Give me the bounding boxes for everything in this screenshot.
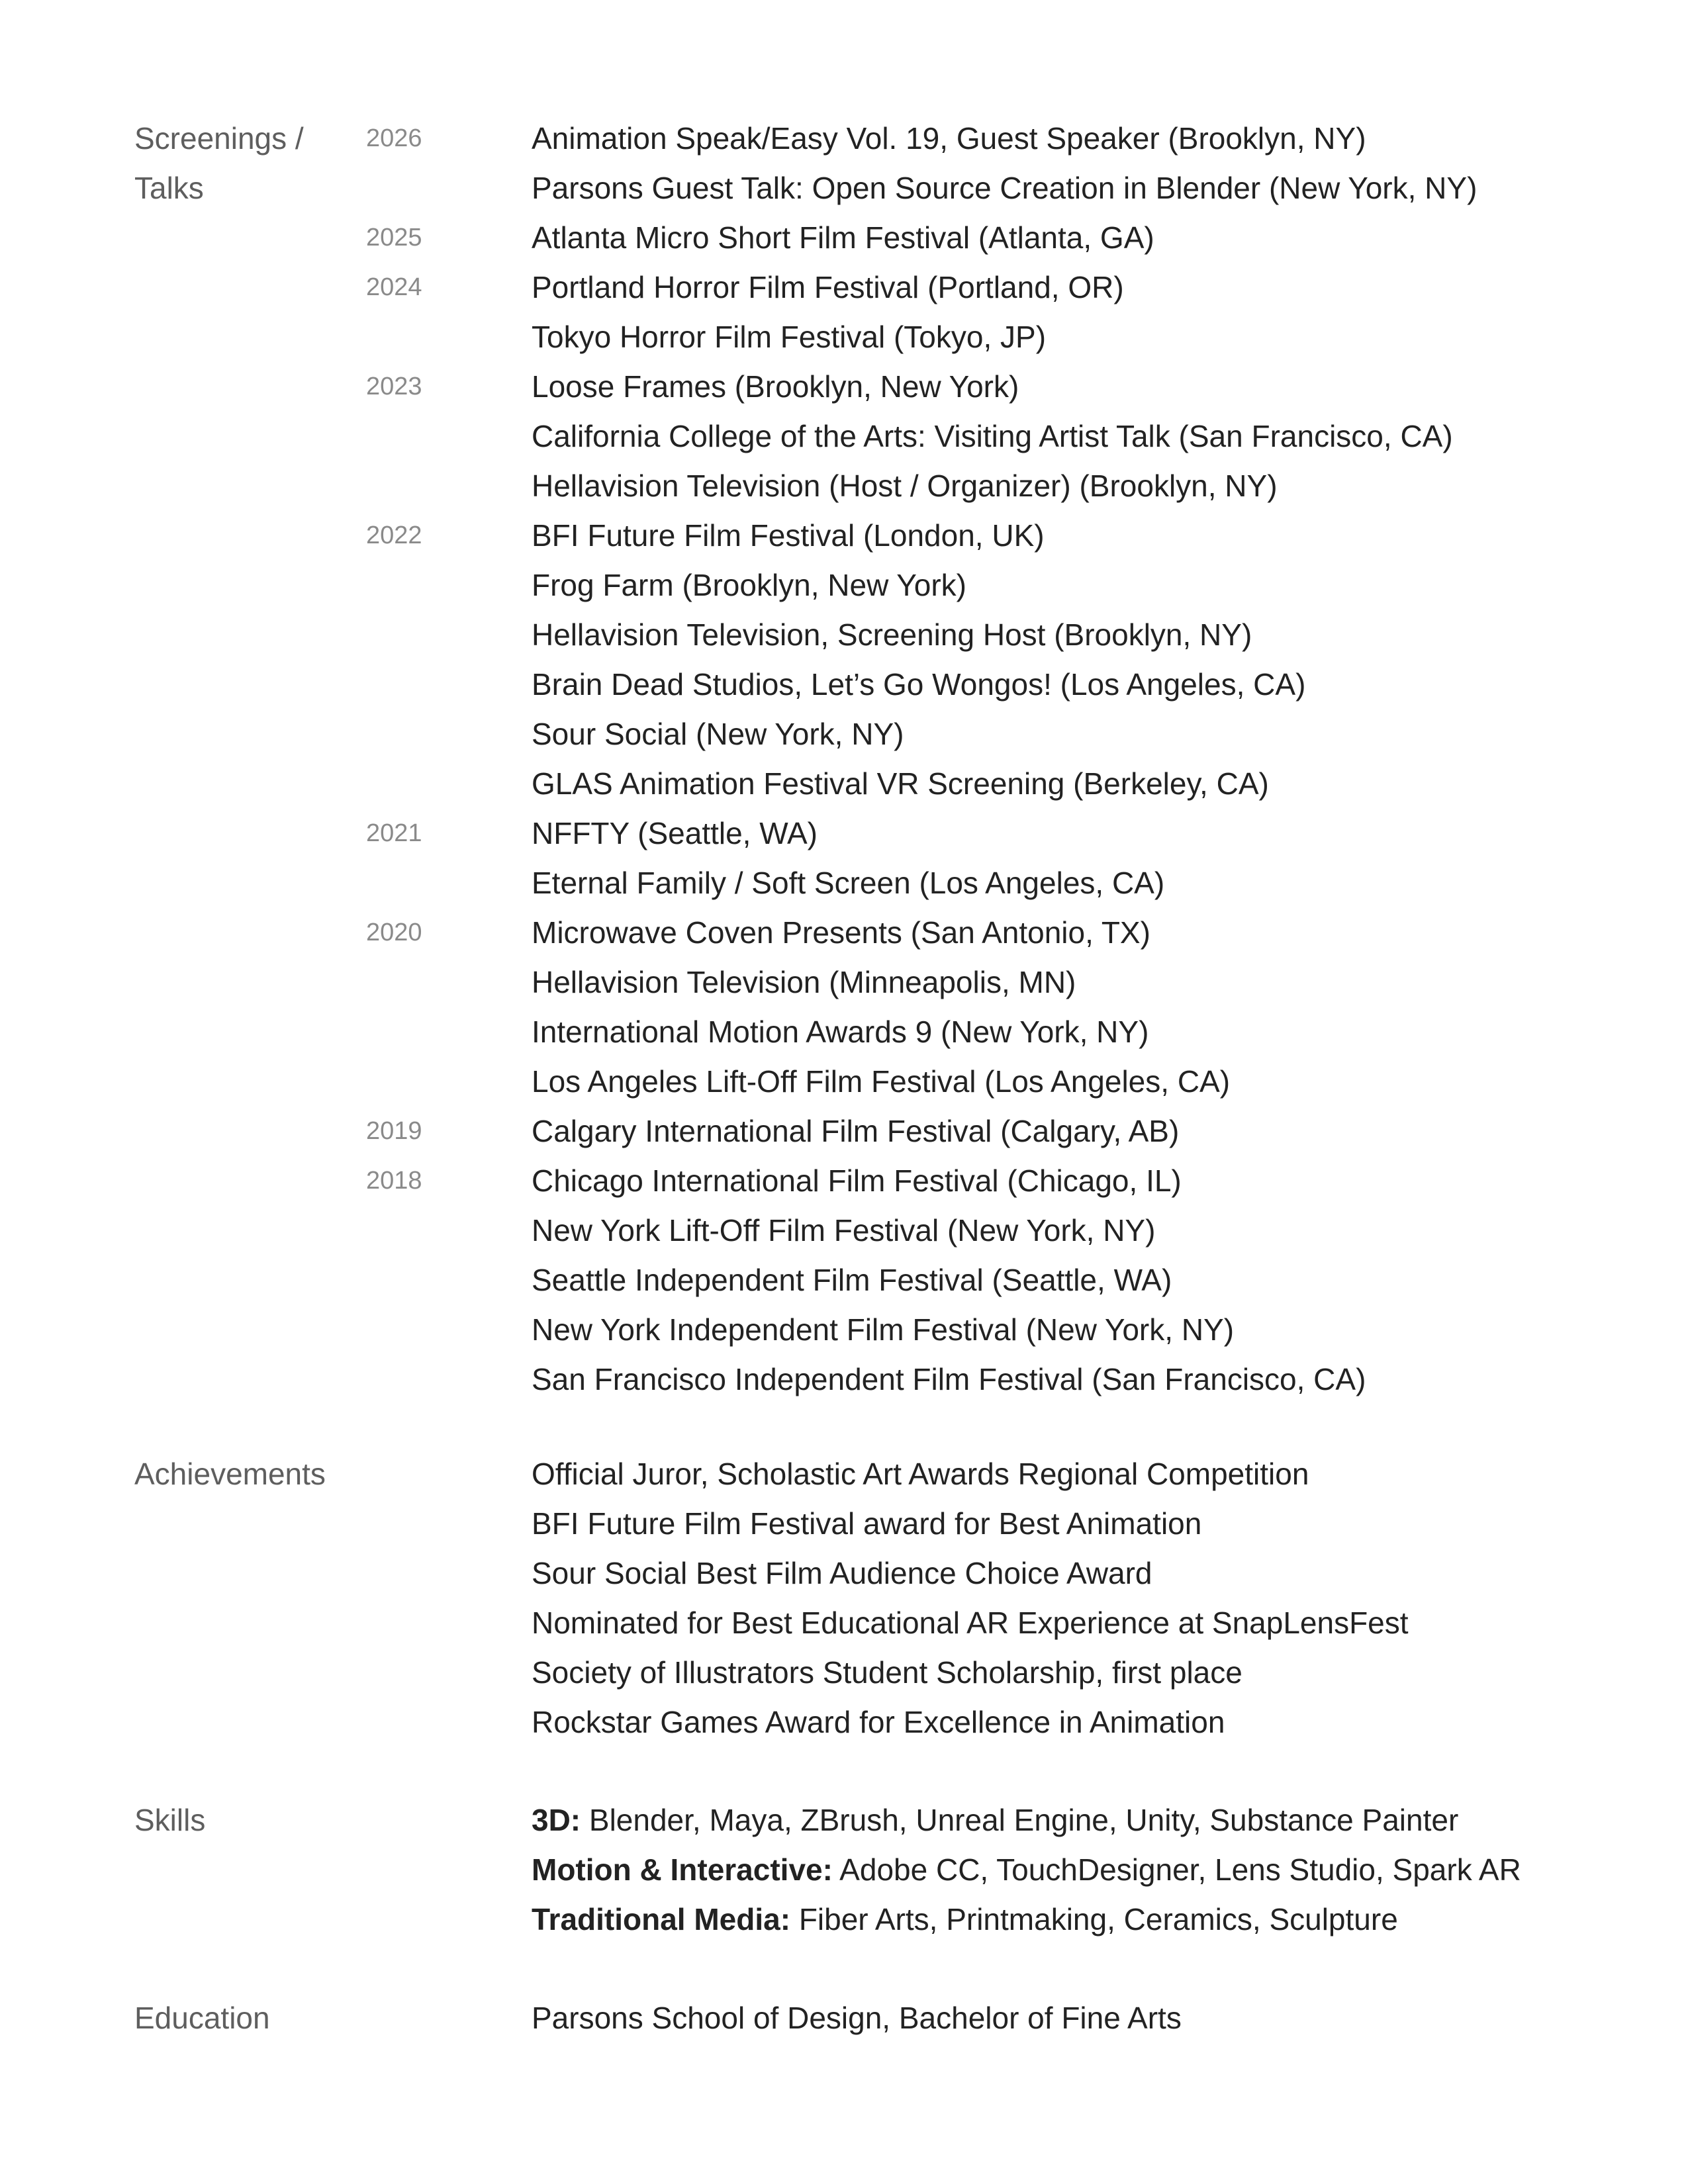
achievements-section-label: Achievements: [134, 1457, 326, 1491]
screening-row: [0, 1355, 1688, 1404]
screening-row: [0, 958, 1688, 1007]
screening-row: [0, 908, 1688, 958]
screening-row: [0, 1156, 1688, 1206]
skill-entry: [532, 1845, 1521, 1895]
screening-entry: Hellavision Television, Screening Host (Brooklyn, NY): [532, 617, 1252, 652]
achievement-row: [0, 1598, 1688, 1648]
screening-row: [0, 362, 1688, 412]
screening-year: 2022: [366, 522, 422, 549]
education-list: [0, 1993, 1688, 2043]
screening-entry: Hellavision Television (Host / Organizer) (Brooklyn, NY): [532, 469, 1278, 503]
skills-section-label: Skills: [134, 1803, 206, 1837]
screening-year: 2024: [366, 273, 422, 301]
screening-entry: Sour Social (New York, NY): [532, 717, 904, 751]
screening-entry: Frog Farm (Brooklyn, New York): [532, 568, 966, 602]
education-section-label: Education: [134, 2001, 270, 2035]
screening-entry: Eternal Family / Soft Screen (Los Angeles, CA): [532, 866, 1165, 900]
skill-row: [0, 1895, 1688, 1944]
screening-entry: Los Angeles Lift-Off Film Festival (Los Angeles, CA): [532, 1064, 1231, 1099]
screenings-label-line1: Screenings /: [134, 121, 304, 156]
screenings-label-line2: Talks: [134, 171, 204, 205]
screening-year: 2023: [366, 373, 422, 400]
achievement-entry: Sour Social Best Film Audience Choice Award: [532, 1556, 1152, 1590]
screening-entry: Seattle Independent Film Festival (Seattle, WA): [532, 1263, 1172, 1297]
screening-row: [0, 312, 1688, 362]
screening-row: [0, 1206, 1688, 1255]
screening-entry: New York Lift-Off Film Festival (New York, NY): [532, 1213, 1156, 1248]
achievement-entry: Official Juror, Scholastic Art Awards Regional Competition: [532, 1457, 1309, 1491]
achievement-row: [0, 1648, 1688, 1698]
screening-row: [0, 709, 1688, 759]
screening-row: [0, 163, 1688, 213]
screening-row: [0, 461, 1688, 511]
screening-row: [0, 759, 1688, 809]
screening-row: [0, 1107, 1688, 1156]
skill-list-text: Adobe CC, TouchDesigner, Lens Studio, Spark AR: [832, 1852, 1521, 1887]
screening-entry: New York Independent Film Festival (New York, NY): [532, 1312, 1235, 1347]
screening-entry: NFFTY (Seattle, WA): [532, 816, 818, 850]
screening-row: [0, 809, 1688, 858]
screening-entry: BFI Future Film Festival (London, UK): [532, 518, 1045, 553]
achievement-entry: Society of Illustrators Student Scholarship, first place: [532, 1655, 1243, 1690]
screening-row: [0, 1057, 1688, 1107]
screening-year: 2019: [366, 1117, 422, 1145]
skill-category: Motion & Interactive:: [532, 1852, 833, 1887]
skill-list-text: Blender, Maya, ZBrush, Unreal Engine, Unity, Substance Painter: [581, 1803, 1459, 1837]
education-row: [0, 1993, 1688, 2043]
achievement-row: [0, 1698, 1688, 1747]
screening-entry: San Francisco Independent Film Festival (San Francisco, CA): [532, 1362, 1366, 1396]
screening-entry: GLAS Animation Festival VR Screening (Berkeley, CA): [532, 766, 1269, 801]
skill-row: [0, 1796, 1688, 1845]
achievement-row: [0, 1549, 1688, 1598]
screening-year: 2018: [366, 1167, 422, 1195]
screening-row: [0, 263, 1688, 312]
screening-entry: Animation Speak/Easy Vol. 19, Guest Speaker (Brooklyn, NY): [532, 121, 1366, 156]
screening-row: [0, 213, 1688, 263]
screenings-list: [0, 114, 1688, 1404]
screening-entry: Hellavision Television (Minneapolis, MN): [532, 965, 1076, 999]
skill-row: [0, 1845, 1688, 1895]
screening-entry: International Motion Awards 9 (New York, NY): [532, 1015, 1149, 1049]
screening-row: [0, 660, 1688, 709]
screening-year: 2025: [366, 224, 422, 251]
skill-entry: [532, 1895, 1398, 1944]
screening-entry: Loose Frames (Brooklyn, New York): [532, 369, 1019, 404]
screening-year: 2020: [366, 919, 422, 946]
screening-row: [0, 1305, 1688, 1355]
screening-entry: California College of the Arts: Visiting Artist Talk (San Francisco, CA): [532, 419, 1453, 453]
screening-row: [0, 1007, 1688, 1057]
achievement-row: [0, 1499, 1688, 1549]
achievement-row: [0, 1449, 1688, 1499]
screening-year: 2021: [366, 819, 422, 847]
achievement-entry: BFI Future Film Festival award for Best Animation: [532, 1506, 1202, 1541]
screening-row: [0, 412, 1688, 461]
screening-row: [0, 610, 1688, 660]
screening-row: [0, 1255, 1688, 1305]
screening-year: 2026: [366, 124, 422, 152]
screening-entry: Brain Dead Studios, Let’s Go Wongos! (Los Angeles, CA): [532, 667, 1306, 702]
achievement-entry: Nominated for Best Educational AR Experience at SnapLensFest: [532, 1606, 1409, 1640]
screening-row: [0, 511, 1688, 561]
screening-row: [0, 858, 1688, 908]
achievement-entry: Rockstar Games Award for Excellence in Animation: [532, 1705, 1225, 1739]
screening-entry: Atlanta Micro Short Film Festival (Atlanta, GA): [532, 220, 1154, 255]
skill-category: 3D:: [532, 1803, 581, 1837]
screening-entry: Microwave Coven Presents (San Antonio, TX): [532, 915, 1150, 950]
skill-list-text: Fiber Arts, Printmaking, Ceramics, Sculpture: [790, 1902, 1398, 1936]
screening-row: [0, 561, 1688, 610]
screening-row: [0, 114, 1688, 163]
achievements-list: [0, 1449, 1688, 1747]
screening-entry: Calgary International Film Festival (Calgary, AB): [532, 1114, 1180, 1148]
skills-list: [0, 1796, 1688, 1944]
education-entry: Parsons School of Design, Bachelor of Fine Arts: [532, 2001, 1182, 2035]
screening-entry: Tokyo Horror Film Festival (Tokyo, JP): [532, 320, 1047, 354]
screening-entry: Parsons Guest Talk: Open Source Creation in Blender (New York, NY): [532, 171, 1477, 205]
screening-entry: Portland Horror Film Festival (Portland, OR): [532, 270, 1124, 304]
screening-entry: Chicago International Film Festival (Chicago, IL): [532, 1163, 1182, 1198]
skill-entry: [532, 1796, 1458, 1845]
skill-category: Traditional Media:: [532, 1902, 791, 1936]
